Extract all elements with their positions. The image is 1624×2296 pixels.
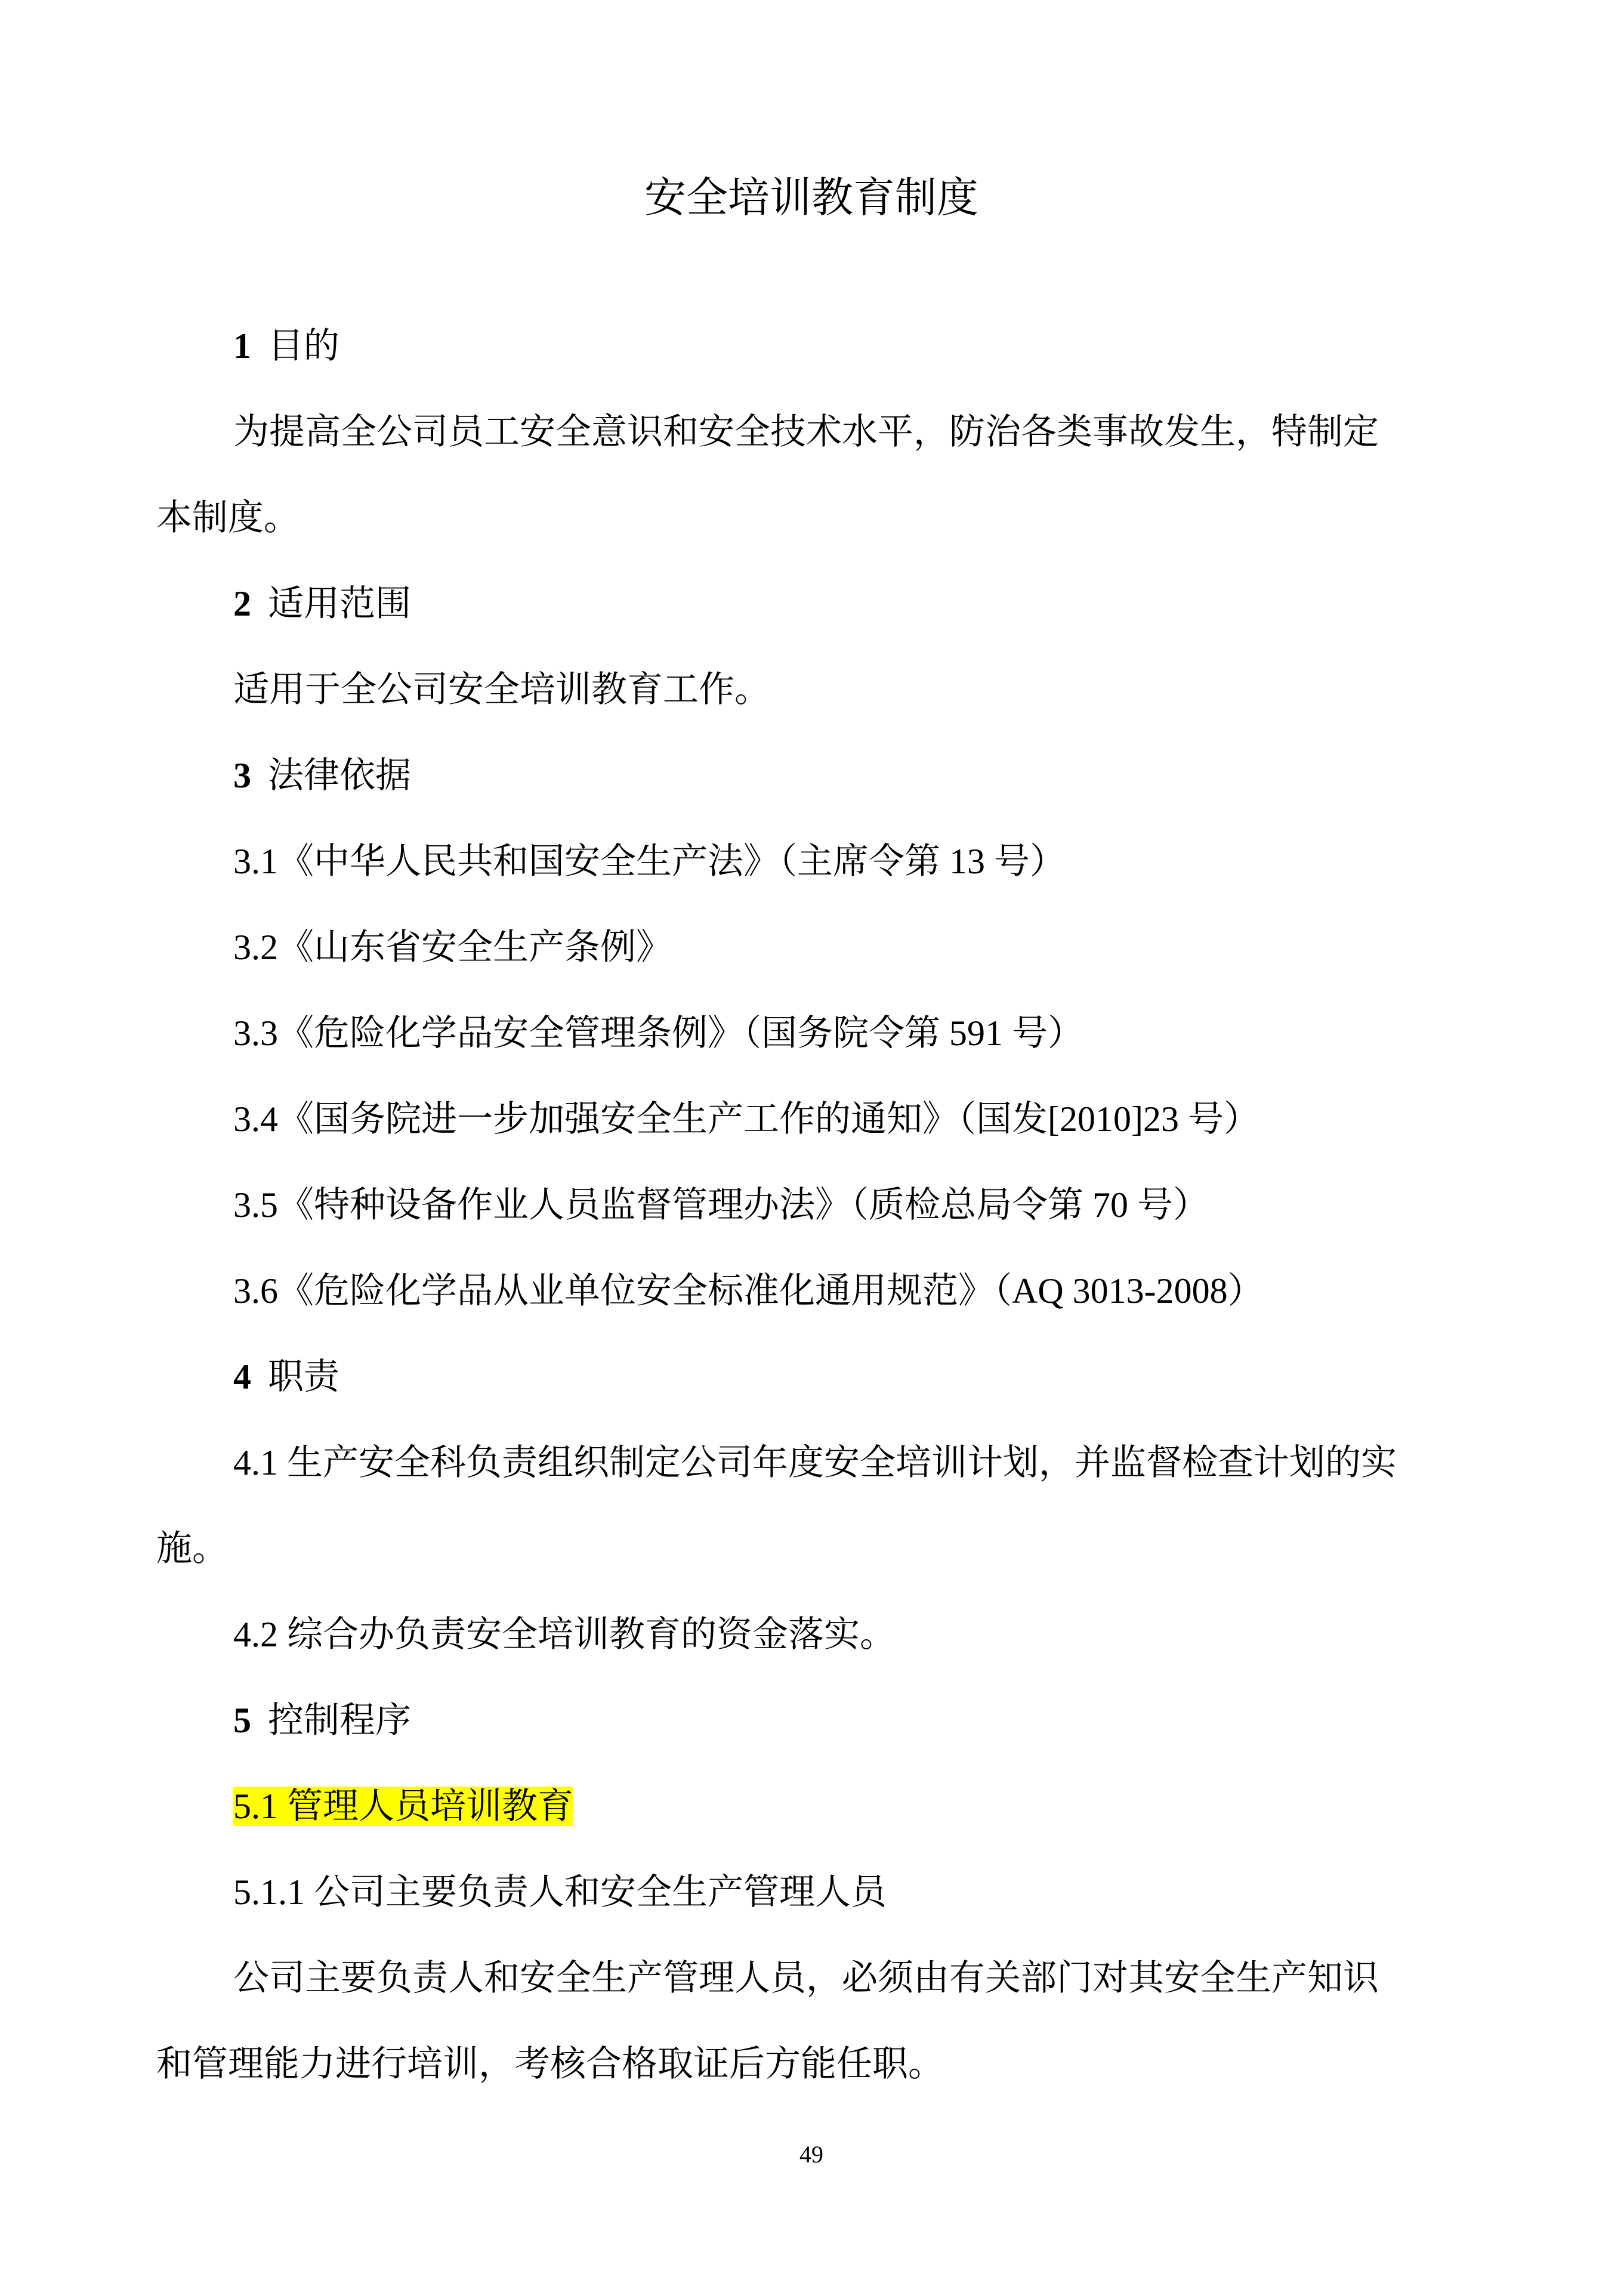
law-item-3-2: 3.2《山东省安全生产条例》 — [233, 928, 672, 967]
highlighted-text: 5.1 管理人员培训教育 — [233, 1787, 573, 1826]
section-1-paragraph-line-1: 为提高全公司员工安全意识和安全技术水平，防治各类事故发生，特制定 — [233, 412, 1379, 452]
section-1-title: 目的 — [268, 326, 339, 366]
duty-4-2: 4.2 综合办负责安全培训教育的资金落实。 — [233, 1615, 896, 1654]
section-5-title: 控制程序 — [268, 1701, 411, 1740]
law-item-3-1: 3.1《中华人民共和国安全生产法》（主席令第 13 号） — [233, 842, 1066, 881]
section-4-heading — [233, 1359, 339, 1395]
section-4-title: 职责 — [268, 1357, 339, 1396]
section-1-heading — [233, 328, 339, 364]
law-item-3-5: 3.5《特种设备作业人员监督管理办法》（质检总局令第 70 号） — [233, 1185, 1209, 1225]
duty-4-1-line-2: 施。 — [156, 1529, 228, 1568]
section-5-heading — [233, 1702, 411, 1738]
section-3-number: 3 — [233, 756, 251, 795]
subsection-5-1-1-paragraph-line-1: 公司主要负责人和安全生产管理人员，必须由有关部门对其安全生产知识 — [233, 1958, 1379, 1998]
law-item-3-4: 3.4《国务院进一步加强安全生产工作的通知》（国发[2010]23 号） — [233, 1099, 1259, 1139]
section-1-number: 1 — [233, 326, 251, 366]
section-5-number: 5 — [233, 1701, 251, 1740]
section-3-title: 法律依据 — [268, 756, 411, 795]
subsection-5-1-1-heading: 5.1.1 公司主要负责人和安全生产管理人员 — [233, 1872, 887, 1912]
subsection-5-1-1-paragraph-line-2: 和管理能力进行培训，考核合格取证后方能任职。 — [156, 2044, 944, 2084]
document-title: 安全培训教育制度 — [644, 175, 978, 221]
section-2-paragraph: 适用于全公司安全培训教育工作。 — [233, 670, 770, 709]
duty-4-1-line-1: 4.1 生产安全科负责组织制定公司年度安全培训计划，并监督检查计划的实 — [233, 1443, 1397, 1482]
section-2-heading — [233, 586, 411, 622]
section-1-paragraph-line-2: 本制度。 — [156, 498, 300, 537]
law-item-3-3: 3.3《危险化学品安全管理条例》（国务院令第 591 号） — [233, 1013, 1083, 1053]
law-item-3-6: 3.6《危险化学品从业单位安全标准化通用规范》（AQ 3013-2008） — [233, 1271, 1264, 1311]
section-2-title: 适用范围 — [268, 584, 411, 623]
subsection-5-1-heading — [233, 1788, 573, 1824]
page-number: 49 — [799, 2141, 823, 2168]
section-2-number: 2 — [233, 584, 251, 623]
section-3-heading — [233, 758, 411, 793]
section-4-number: 4 — [233, 1357, 251, 1396]
